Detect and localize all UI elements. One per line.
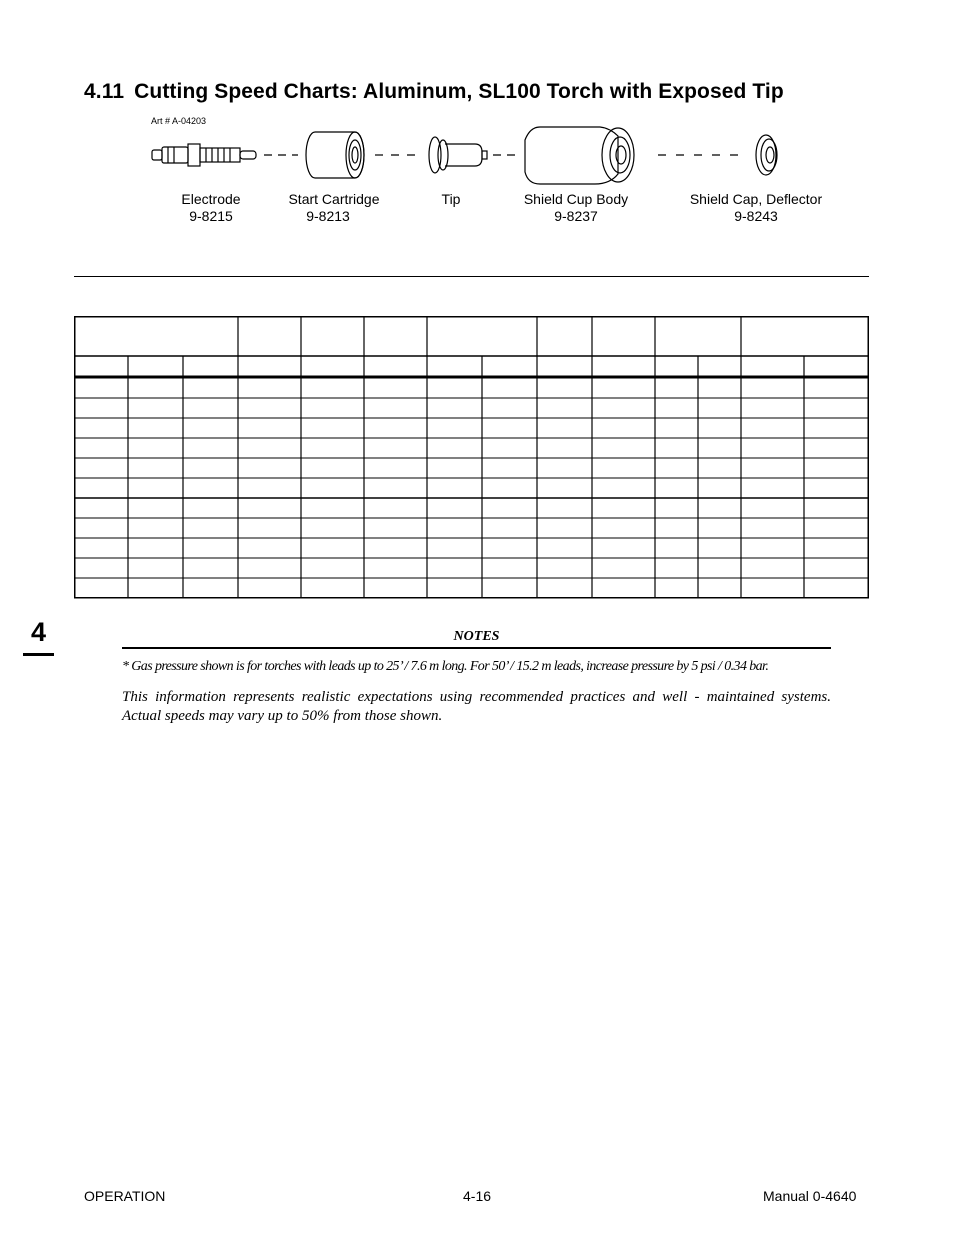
section-title [84, 80, 794, 104]
part-tip [430, 191, 472, 208]
part-name: Shield Cap, Deflector [689, 191, 823, 207]
part-number: 9-8215 [189, 208, 233, 224]
part-name: Electrode [181, 191, 241, 207]
part-number: 9-8213 [306, 208, 350, 224]
shield-cup-body-drawing [525, 127, 634, 184]
shield-cap-drawing [756, 135, 777, 175]
note-speed-disclaimer: This information represents realistic expectations using recommended practices and well - maintained systems. Actual speeds may vary up to 50% from those shown. [122, 689, 831, 724]
note-gas-pressure: * Gas pressure shown is for torches with leads up to 25’ / 7.6 m long. For 50’ / 15.2 m leads, increase pressure by 5 psi / 0.34 bar. [122, 659, 769, 674]
part-start-cartridge [282, 191, 386, 225]
part-name: Tip [441, 191, 461, 207]
art-number: Art # A-04203 [151, 116, 207, 126]
part-number: 9-8243 [734, 208, 778, 224]
chapter-number: 4 [31, 617, 47, 647]
chapter-rule [23, 653, 54, 656]
notes-heading: NOTES [453, 629, 500, 644]
torch-parts-illustration [140, 122, 800, 192]
part-name: Start Cartridge [288, 191, 380, 207]
horizontal-rule [74, 276, 869, 277]
section-title-text: Cutting Speed Charts: Aluminum, SL100 Torch with Exposed Tip [134, 80, 784, 103]
electrode-drawing [152, 144, 256, 166]
part-shield-cap [682, 191, 830, 225]
start-cartridge-drawing [306, 132, 364, 178]
footer-page-number: 4-16 [463, 1188, 492, 1204]
part-name: Shield Cup Body [523, 191, 629, 207]
part-shield-cup-body [516, 191, 636, 225]
footer-manual-number: Manual 0-4640 [763, 1188, 857, 1204]
cutting-speed-table [74, 316, 870, 600]
notes-rule [122, 647, 831, 649]
part-number: 9-8237 [554, 208, 598, 224]
tip-drawing [429, 137, 487, 173]
part-electrode [172, 191, 250, 225]
footer-section: OPERATION [84, 1188, 166, 1204]
section-number: 4.11 [84, 80, 125, 103]
